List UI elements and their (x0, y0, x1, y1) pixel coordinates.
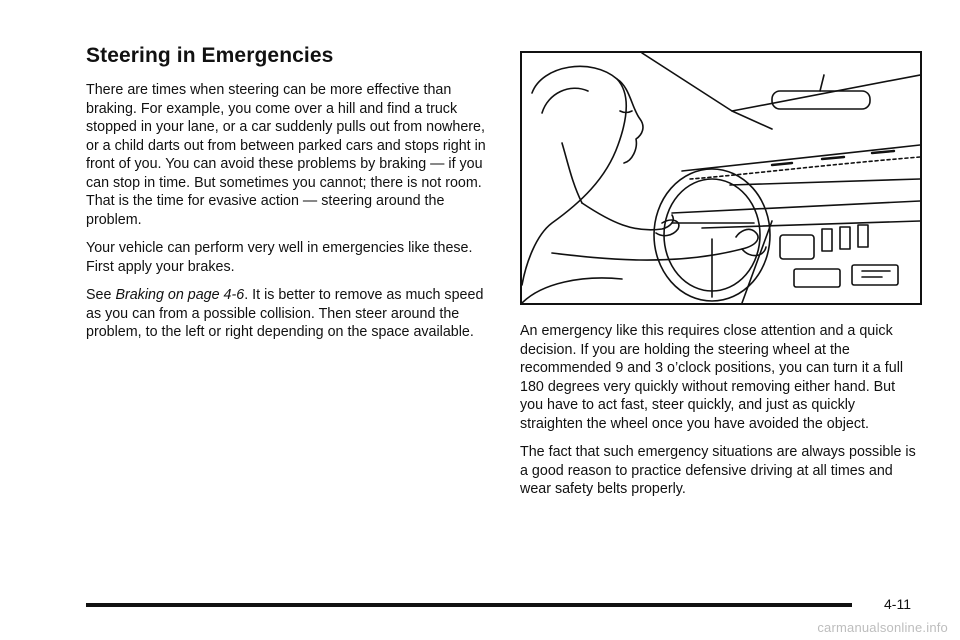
paragraph-defensive-driving: The fact that such emergency situations are always possible is a good reason to practice defensive driving at all times and wear safety belts properly. (520, 444, 916, 497)
paragraph-hand-position: An emergency like this requires close attention and a quick decision. If you are holding the steering wheel at the recommended 9 and 3 o’clock positions, you can turn it a full 180 degrees very quickly without removing either hand. But you have to act fast, steer quickly, and just as quickly straighten the wheel once you have avoided the object. (520, 323, 904, 432)
see-text: See (86, 287, 112, 303)
page-number: 4-11 (884, 596, 911, 612)
section-heading: Steering in Emergencies (86, 44, 334, 67)
paragraph-braking-reference (86, 286, 486, 342)
braking-reference-rest: . It is better to remove as much speed as you can from a possible collision. Then steer around the problem, to the left or right depending on the space available. (86, 287, 484, 340)
footer-rule (86, 603, 852, 607)
right-column (520, 322, 920, 509)
watermark: carmanualsonline.info (817, 620, 948, 635)
braking-page-link[interactable]: Braking on page 4-6 (115, 287, 245, 303)
left-column (86, 81, 486, 352)
paragraph-apply-brakes: Your vehicle can perform very well in emergencies like these. First apply your brakes. (86, 240, 473, 275)
paragraph-steering-vs-braking: There are times when steering can be more effective than braking. For example, you come over a hill and find a truck stopped in your lane, or a car suddenly pulls out from nowhere, or a child darts out from between parked cars and stops right in front of you. You can avoid these problems by braking — if you can stop in time. But sometimes you cannot; there is not room. That is the time for evasive action — steering around the problem. (86, 82, 486, 228)
driver-illustration (520, 51, 922, 305)
